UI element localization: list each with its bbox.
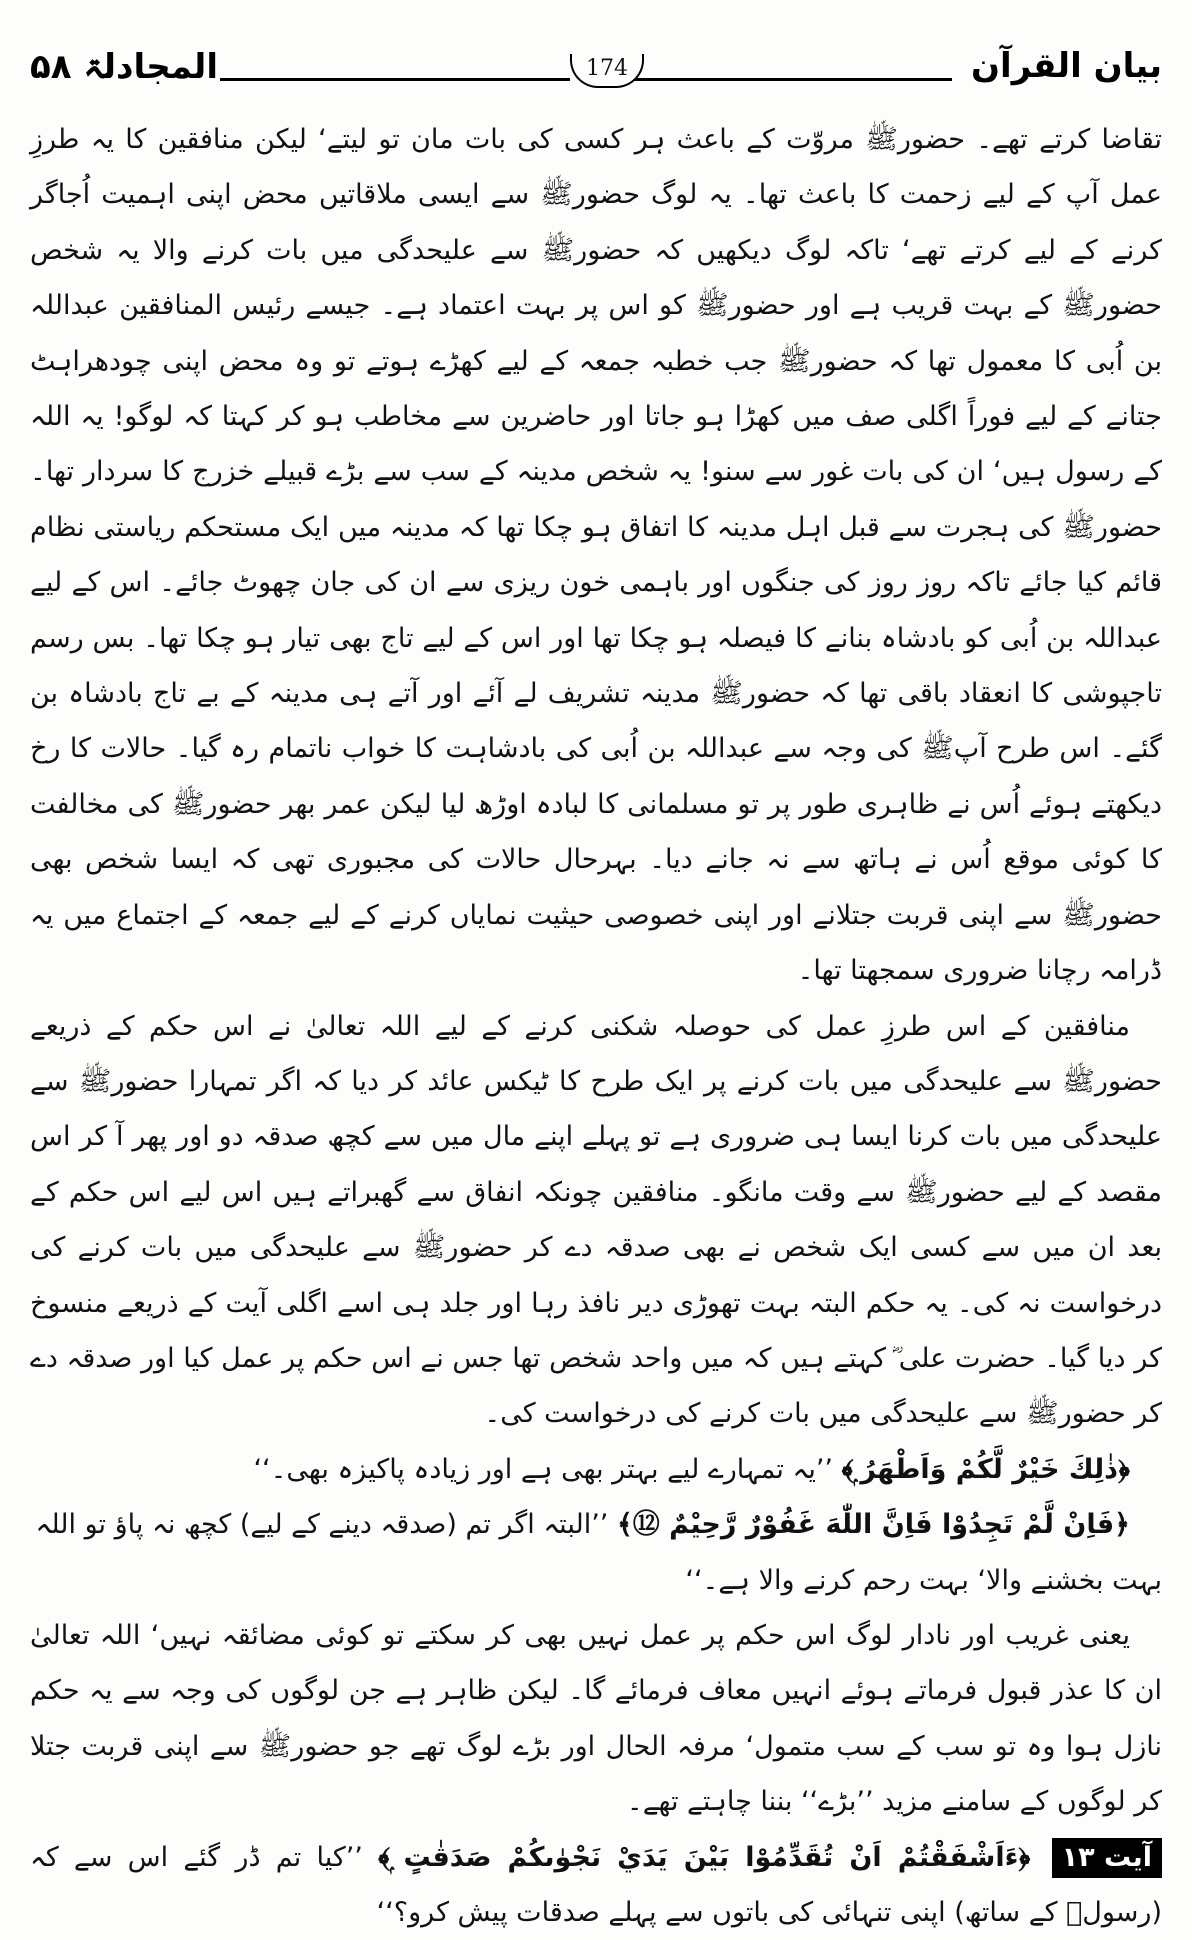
paragraph-2: منافقین کے اس طرزِ عمل کی حوصلہ شکنی کرنے کے لیے اللہ تعالیٰ نے اس حکم کے ذریعے حضورﷺ سے علیحدگی میں بات کرنے پر ایک طرح کا ٹیکس عائد کر دیا کہ اگر تمہارا حضورﷺ سے علیحدگی میں بات کرنا ایسا ہی ضروری ہے تو پہلے اپنے مال میں سے کچھ صدقہ دو اور پھر آ کر اس مقصد کے لیے حضورﷺ سے وقت مانگو۔ منافقین چونکہ انفاق سے گھبراتے ہیں اس لیے اس حکم کے بعد ان میں سے کسی ایک شخص نے بھی صدقہ دے کر حضورﷺ سے علیحدگی میں بات کرنے کی درخواست نہ کی۔ یہ حکم البتہ بہت تھوڑی دیر نافذ رہا اور جلد ہی اسے اگلی آیت کے ذریعے منسوخ کر دیا گیا۔ حضرت علی ؓ کہتے ہیں کہ میں واحد شخص تھا جس نے اس حکم پر عمل کیا اور صدقہ دے کر حضورﷺ سے علیحدگی میں بات کرنے کی درخواست کی۔	[30, 1010, 1162, 1430]
ayah-number-badge: آیت ۱۳	[1052, 1838, 1162, 1878]
page-number: 174	[570, 54, 644, 88]
quote-1	[30, 1442, 1162, 1497]
running-header	[30, 46, 1162, 100]
quote-2-translation: ’’البتہ اگر تم (صدقہ دینے کے لیے) کچھ نہ پاؤ تو اللہ بہت بخشنے والا‘ بہت رحم کرنے والا ہے۔‘‘	[35, 1509, 1162, 1596]
paragraph-1: تقاضا کرتے تھے۔ حضورﷺ مروّت کے باعث ہر کسی کی بات مان تو لیتے‘ لیکن منافقین کا یہ طرزِ عمل آپ کے لیے زحمت کا باعث تھا۔ یہ لوگ حضورﷺ سے ایسی ملاقاتیں محض اپنی اہمیت اُجاگر کرنے کے لیے کرتے تھے‘ تاکہ لوگ دیکھیں کہ حضورﷺ سے علیحدگی میں بات کرنے والا یہ شخص حضورﷺ کے بہت قریب ہے اور حضورﷺ کو اس پر بہت اعتماد ہے۔ جیسے رئیس المنافقین عبداللہ بن اُبی کا معمول تھا کہ حضورﷺ جب خطبہ جمعہ کے لیے کھڑے ہوتے تو وہ محض اپنی چودھراہٹ جتانے کے لیے فوراً اگلی صف میں کھڑا ہو جاتا اور حاضرین سے مخاطب ہو کر کہتا کہ لوگو! یہ اللہ کے رسول ہیں‘ ان کی بات غور سے سنو! یہ شخص مدینہ کے سب سے بڑے قبیلے خزرج کا سردار تھا۔ حضورﷺ کی ہجرت سے قبل اہل مدینہ کا اتفاق ہو چکا تھا کہ مدینہ میں ایک مستحکم ریاستی نظام قائم کیا جائے تاکہ روز روز کی جنگوں اور باہمی خون ریزی سے ان کی جان چھوٹ جائے۔ اس کے لیے عبداللہ بن اُبی کو بادشاہ بنانے کا فیصلہ ہو چکا تھا اور اس کے لیے تاج بھی تیار ہو چکا تھا۔ بس رسم تاجپوشی کا انعقاد باقی تھا کہ حضورﷺ مدینہ تشریف لے آئے اور آتے ہی مدینہ کے بے تاج بادشاہ بن گئے۔ اس طرح آپﷺ کی وجہ سے عبداللہ بن اُبی کی بادشاہت کا خواب ناتمام رہ گیا۔ حالات کا رخ دیکھتے ہوئے اُس نے ظاہری طور پر تو مسلمانی کا لبادہ اوڑھ لیا لیکن عمر بھر حضورﷺ کی مخالفت کا کوئی موقع اُس نے ہاتھ سے نہ جانے دیا۔ بہرحال حالات کی مجبوری تھی کہ ایسا شخص بھی حضورﷺ سے اپنی قربت جتلانے اور اپنی خصوصی حیثیت نمایاں کرنے کے لیے جمعہ کے اجتماع میں یہ ڈرامہ رچانا ضروری سمجھتا تھا۔	[30, 124, 1162, 987]
quote-1-translation: ’’یہ تمہارے لیے بہتر بھی ہے اور زیادہ پاکیزہ بھی۔‘‘	[253, 1453, 834, 1485]
ayah-translation: ’’کیا تم ڈر گئے اس سے کہ (رسولؐ کے ساتھ) اپنی تنہائی کی باتوں سے پہلے صدقات پیش کرو؟‘‘	[30, 1841, 1162, 1928]
ayah-13	[30, 1830, 1162, 1940]
surah-title: المجادلۃ ۵۸	[30, 47, 218, 87]
book-title: بیان القرآن	[971, 46, 1162, 86]
quote-2-arabic: ﴿فَاِنْ لَّمْ تَجِدُوْا فَاِنَّ اللّٰهَ غَفُوْرٌ رَّحِيْمٌ ⑫﴾	[616, 1509, 1130, 1541]
header-rule-right	[622, 78, 952, 81]
quote-2	[30, 1497, 1162, 1608]
ayah-arabic-text: ﴿ءَاَشْفَقْتُمْ اَنْ تُقَدِّمُوْا بَيْنَ يَدَيْ نَجْوٰىكُمْ صَدَقٰتٍ ۭ﴾	[378, 1841, 1031, 1873]
header-rule-left	[220, 78, 570, 81]
paragraph-3: یعنی غریب اور نادار لوگ اس حکم پر عمل نہیں بھی کر سکتے تو کوئی مضائقہ نہیں‘ اللہ تعالیٰ ان کا عذر قبول فرماتے ہوئے انہیں معاف فرمائے گا۔ لیکن ظاہر ہے جن لوگوں کی وجہ سے یہ حکم نازل ہوا وہ تو سب کے سب متمول‘ مرفہ الحال اور بڑے لوگ تھے جو حضورﷺ سے اپنی قربت جتلا کر لوگوں کے سامنے مزید ’’بڑے‘‘ بننا چاہتے تھے۔	[30, 1619, 1162, 1818]
page-body	[30, 112, 1162, 1940]
quote-1-arabic: ﴿ذٰلِكَ خَيْرٌ لَّكُمْ وَاَطْهَرُ ۭ﴾	[841, 1453, 1130, 1485]
